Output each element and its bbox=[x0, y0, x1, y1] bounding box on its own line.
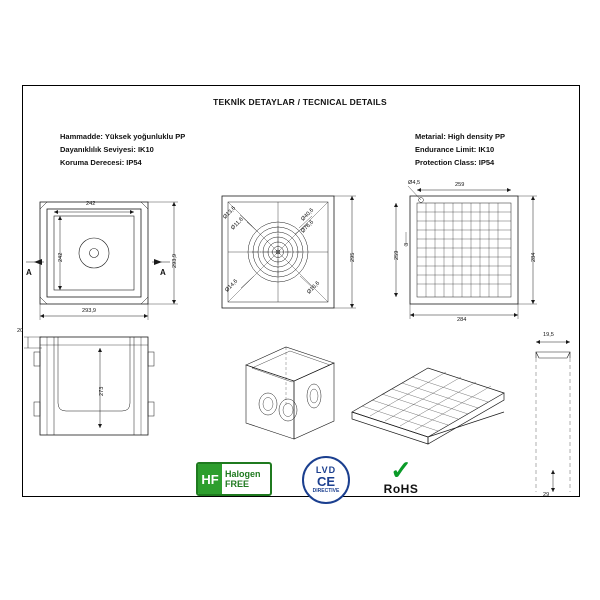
cover-dim-top: 259 bbox=[455, 182, 465, 188]
side-dim-top: 19,5 bbox=[543, 332, 554, 338]
plan-dim-d6: Ø16,6 bbox=[306, 280, 322, 296]
cover-dim-thin: 3 bbox=[404, 242, 410, 246]
cover-dim-right: 284 bbox=[531, 252, 537, 262]
plan-dim-d3: Ø14,6 bbox=[224, 278, 240, 294]
section-mark-right: A bbox=[160, 268, 166, 277]
halogen-free-logo bbox=[196, 462, 272, 496]
side-dim-bottom: 29 bbox=[543, 492, 550, 498]
sheet-title: TEKNİK DETAYLAR / TECNICAL DETAILS bbox=[213, 97, 387, 107]
plan-dim-d5: Ø76,6 bbox=[300, 219, 316, 235]
lvd-line1: LVD bbox=[315, 465, 337, 475]
cover-dim-bottom: 284 bbox=[457, 317, 467, 323]
plan-dim-d2: Ø11,6 bbox=[230, 216, 245, 232]
front-dim-top: 242 bbox=[86, 201, 96, 207]
check-icon: ✓ bbox=[390, 455, 412, 485]
halogen-free-line2: FREE bbox=[225, 479, 250, 489]
spec-protection-en: Protection Class: IP54 bbox=[415, 158, 495, 167]
spec-endurance-tr: Dayanıklılık Seviyesi: IK10 bbox=[60, 145, 154, 154]
front-dim-right: 293,9 bbox=[172, 254, 178, 268]
spec-material-tr: Hammadde: Yüksek yoğunluklu PP bbox=[60, 132, 186, 141]
section-dim-height: 273 bbox=[99, 386, 105, 396]
section-mark-left: A bbox=[26, 268, 32, 277]
specs-english bbox=[415, 130, 505, 169]
spec-protection-tr: Koruma Derecesi: IP54 bbox=[60, 158, 142, 167]
rohs-label: RoHS bbox=[383, 482, 419, 496]
lvd-line2: CE bbox=[316, 474, 336, 489]
lvd-line3: DIRECTIVE bbox=[312, 488, 340, 494]
cover-dim-left: 259 bbox=[394, 250, 400, 260]
plan-dim-d1: Ø13,6 bbox=[222, 205, 238, 221]
front-dim-left: 242 bbox=[58, 252, 64, 262]
halogen-free-line1: Halogen bbox=[225, 469, 261, 479]
cover-dim-hole: Ø4,5 bbox=[408, 180, 421, 186]
halogen-free-mark: HF bbox=[198, 464, 222, 494]
plan-dim-d4: Ø40,6 bbox=[300, 207, 316, 223]
spec-material-en: Metarial: High density PP bbox=[415, 132, 506, 141]
plan-dim-right: 295 bbox=[350, 252, 356, 262]
specs-turkish bbox=[60, 130, 185, 169]
spec-endurance-en: Endurance Limit: IK10 bbox=[415, 145, 495, 154]
front-dim-bottom: 293,9 bbox=[82, 308, 96, 314]
lvd-ce-logo bbox=[302, 456, 350, 504]
section-dim-wall: 20 bbox=[17, 328, 24, 334]
rohs-logo bbox=[375, 455, 427, 498]
